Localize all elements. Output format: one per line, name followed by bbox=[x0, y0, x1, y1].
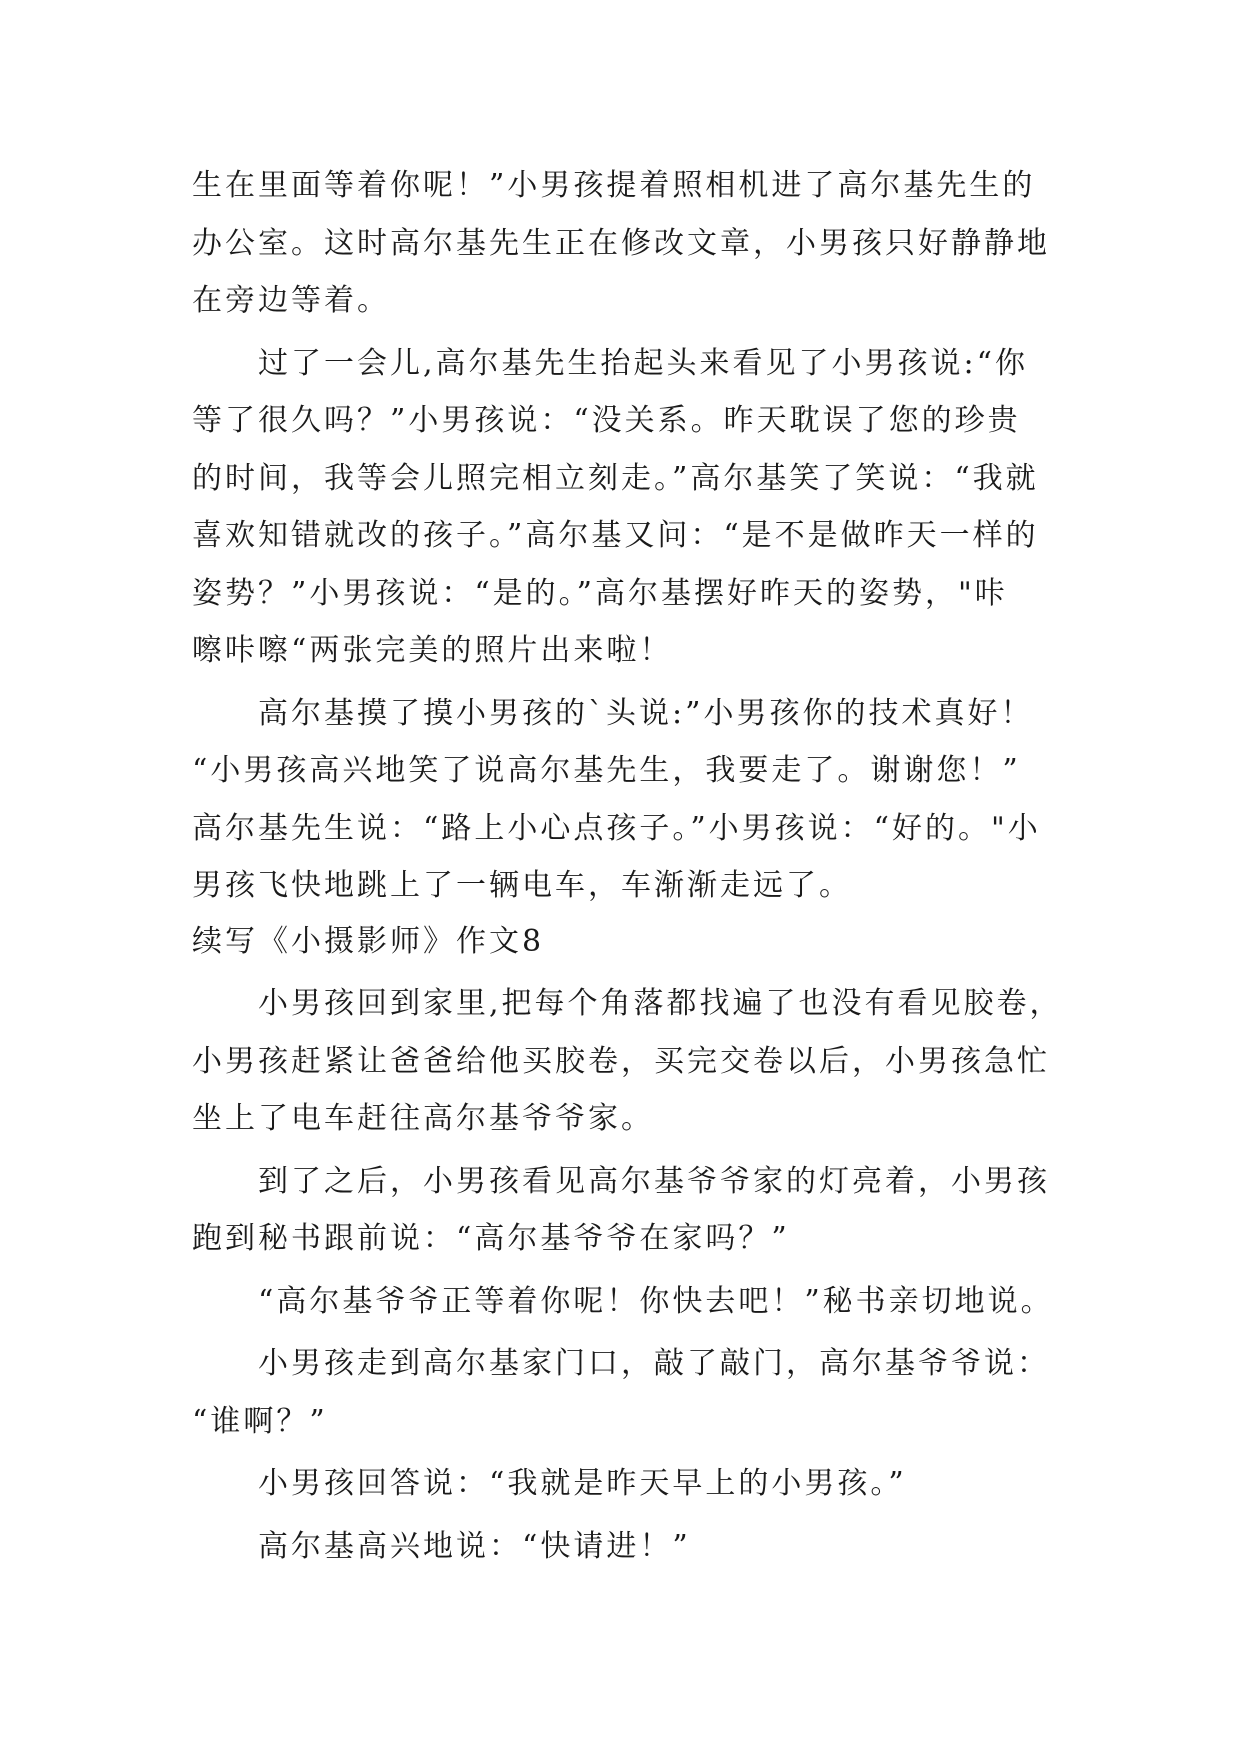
paragraph bbox=[192, 335, 1072, 680]
text-line: 到了之后，小男孩看见高尔基爷爷家的灯亮着，小男孩 bbox=[258, 1163, 1050, 1199]
text-line: 嚓咔嚓“两张完美的照片出来啦！ bbox=[192, 633, 673, 668]
paragraph bbox=[192, 1335, 1072, 1450]
text-line: “谁啊？” bbox=[192, 1403, 328, 1439]
text-line: 等了很久吗？”小男孩说：“没关系。昨天耽误了您的珍贵 bbox=[192, 403, 1021, 438]
paragraph bbox=[192, 157, 1072, 330]
paragraph bbox=[192, 1518, 1072, 1576]
text-line: 高尔基摸了摸小男孩的`头说:”小男孩你的技术真好！ bbox=[258, 695, 1034, 731]
text-line: 高尔基先生说：“路上小心点孩子。”小男孩说：“好的。"小 bbox=[192, 810, 1041, 846]
section-title bbox=[192, 913, 1072, 971]
text-line: 生在里面等着你呢！”小男孩提着照相机进了高尔基先生的 bbox=[192, 168, 1036, 203]
text-line: 小男孩赶紧让爸爸给他买胶卷，买完交卷以后，小男孩急忙 bbox=[192, 1043, 1050, 1079]
text-line: 小男孩走到高尔基家门口，敲了敲门，高尔基爷爷说： bbox=[258, 1346, 1050, 1381]
text-line: 高尔基高兴地说：“快请进！” bbox=[258, 1528, 691, 1564]
text-line: 办公室。这时高尔基先生正在修改文章，小男孩只好静静地 bbox=[192, 225, 1050, 261]
text-line: 在旁边等着。 bbox=[192, 283, 390, 318]
paragraph bbox=[192, 975, 1072, 1148]
text-line: 跑到秘书跟前说：“高尔基爷爷在家吗？” bbox=[192, 1221, 790, 1256]
text-line: 喜欢知错就改的孩子。”高尔基又问：“是不是做昨天一样的 bbox=[192, 518, 1039, 553]
paragraph bbox=[192, 1273, 1072, 1331]
text-line: 姿势？”小男孩说：“是的。”高尔基摆好昨天的姿势，"咔 bbox=[192, 575, 1008, 611]
paragraph bbox=[192, 1455, 1072, 1513]
document-page bbox=[192, 157, 1072, 1575]
text-line: 小男孩回答说：“我就是昨天早上的小男孩。” bbox=[258, 1466, 907, 1501]
paragraph bbox=[192, 685, 1072, 915]
text-line: 男孩飞快地跳上了一辆电车，车渐渐走远了。 bbox=[192, 868, 852, 903]
text-line: “小男孩高兴地笑了说高尔基先生，我要走了。谢谢您！” bbox=[192, 753, 1021, 788]
text-line: 坐上了电车赶往高尔基爷爷家。 bbox=[192, 1101, 654, 1136]
section-title-text: 续写《小摄影师》作文8 bbox=[192, 923, 545, 959]
text-line: 过了一会儿,高尔基先生抬起头来看见了小男孩说:“你 bbox=[258, 345, 1028, 381]
text-line: 的时间，我等会儿照完相立刻走。”高尔基笑了笑说：“我就 bbox=[192, 460, 1039, 496]
text-line: 小男孩回到家里,把每个角落都找遍了也没有看见胶卷， bbox=[258, 986, 1063, 1021]
text-line: “高尔基爷爷正等着你呢！你快去吧！”秘书亲切地说。 bbox=[258, 1283, 1054, 1319]
paragraph bbox=[192, 1153, 1072, 1268]
